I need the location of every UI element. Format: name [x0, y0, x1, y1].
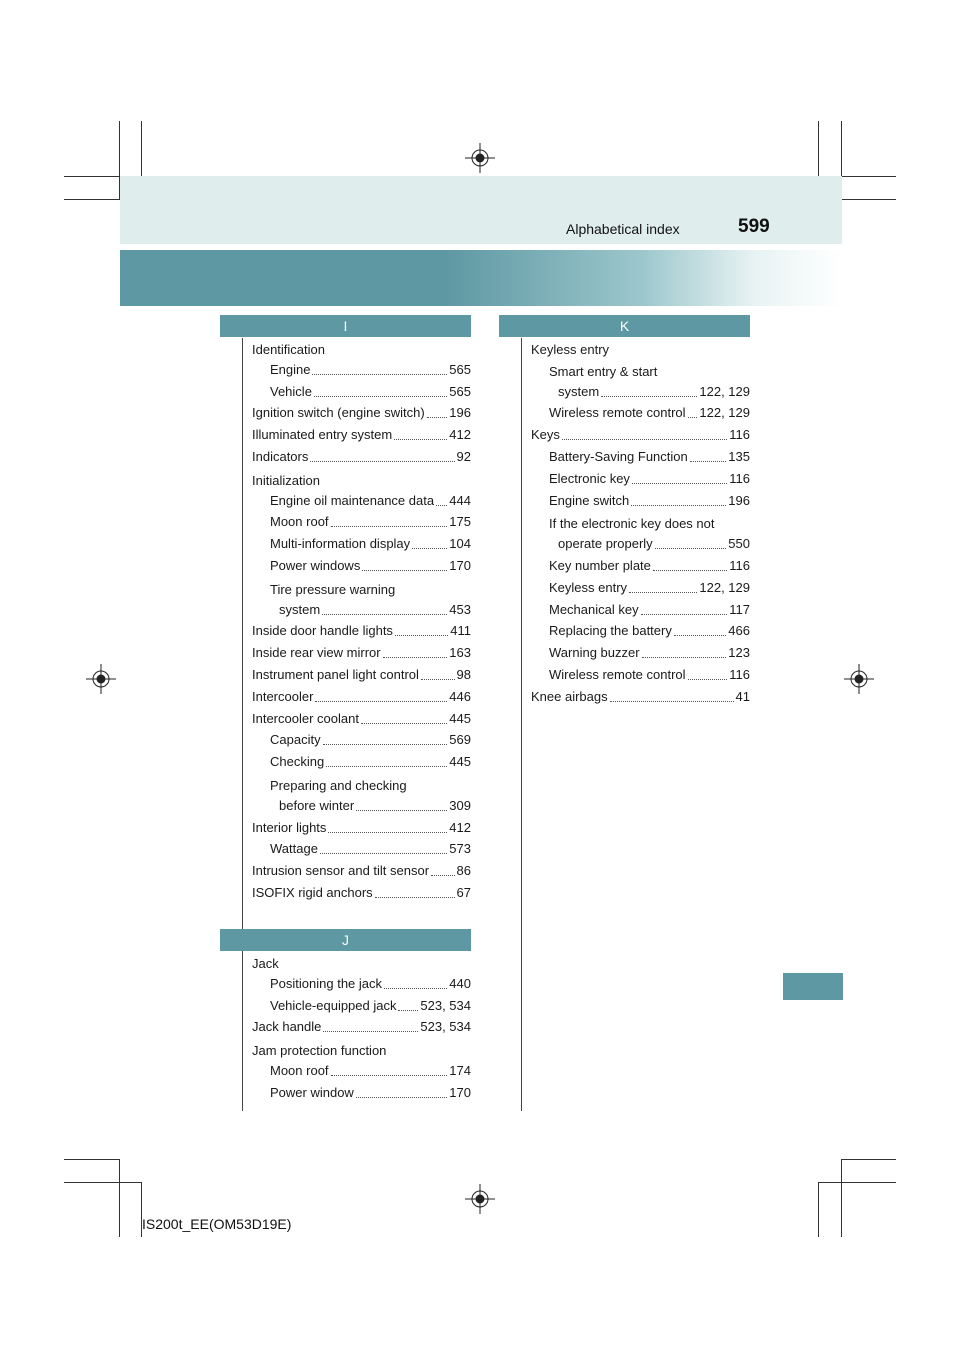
dot-leader [322, 613, 447, 615]
dot-leader [314, 395, 447, 397]
crop-mark [818, 121, 819, 177]
entry-page-ref[interactable]: 116 [729, 558, 750, 573]
entry-label: Replacing the battery [549, 623, 672, 639]
entry-page-ref[interactable]: 92 [456, 449, 471, 464]
entry-label: Power windows [270, 558, 361, 573]
entry-page-ref[interactable]: 116 [729, 470, 750, 486]
dot-leader [431, 874, 454, 876]
index-heading: Tire pressure warning [270, 581, 396, 597]
entry-label: Inside door handle lights [252, 623, 393, 639]
index-entry [549, 645, 750, 667]
index-heading: Initialization [252, 472, 320, 488]
dot-leader [421, 678, 455, 680]
entry-page-ref[interactable]: 135 [728, 449, 750, 464]
entry-page-ref[interactable]: 445 [449, 754, 471, 770]
column-rule [242, 338, 243, 1111]
header-band [120, 176, 842, 244]
entry-label: Wireless remote control [549, 405, 686, 421]
entry-label: Vehicle [270, 383, 312, 399]
entry-label: before winter [279, 797, 355, 813]
entry-page-ref[interactable]: 170 [449, 558, 471, 573]
entry-label: Moon roof [270, 1063, 329, 1078]
dot-leader [610, 700, 734, 702]
index-entry [531, 689, 750, 711]
dot-leader [375, 896, 455, 898]
entry-page-ref[interactable]: 41 [735, 688, 750, 704]
crop-mark [818, 1182, 896, 1183]
section-header-k: K [499, 315, 750, 337]
entry-label: Wattage [270, 841, 318, 857]
dot-leader [312, 373, 447, 375]
index-entry [549, 471, 750, 493]
index-entry [270, 732, 471, 754]
entry-page-ref[interactable]: 175 [449, 514, 471, 530]
index-entry [279, 798, 471, 820]
index-entry [549, 580, 750, 602]
entry-label: Illuminated entry system [252, 427, 393, 443]
entry-page-ref[interactable]: 123 [728, 645, 750, 661]
entry-page-ref[interactable]: 411 [450, 623, 471, 639]
crop-mark [841, 1159, 842, 1237]
dot-leader [562, 438, 727, 440]
entry-page-ref[interactable]: 116 [729, 427, 750, 443]
entry-page-ref[interactable]: 98 [456, 667, 471, 682]
index-entry [252, 623, 471, 645]
entry-page-ref[interactable]: 309 [449, 797, 471, 813]
entry-page-ref[interactable]: 412 [449, 819, 471, 835]
entry-label: Engine oil maintenance data [270, 492, 435, 508]
chapter-tab [783, 973, 843, 1000]
page-number: 599 [738, 216, 770, 237]
entry-page-ref[interactable]: 550 [728, 536, 750, 552]
index-entry [270, 558, 471, 580]
entry-label: operate properly [558, 536, 653, 552]
entry-label: Capacity [270, 732, 321, 748]
dot-leader [629, 591, 697, 593]
dot-leader [362, 569, 447, 571]
index-entry [252, 711, 471, 733]
index-entry [549, 449, 750, 471]
index-entry [549, 493, 750, 515]
entry-label: Interior lights [252, 819, 327, 835]
index-heading: Identification [252, 342, 325, 357]
index-entry [270, 841, 471, 863]
index-entry [549, 667, 750, 689]
dot-leader [394, 438, 447, 440]
index-entry [270, 514, 471, 536]
index-entry [252, 885, 471, 907]
entry-label: Intercooler [252, 688, 314, 704]
index-entry [549, 558, 750, 580]
index-heading: Keyless entry [531, 342, 610, 357]
entry-page-ref[interactable]: 445 [449, 710, 471, 726]
crop-mark [64, 1182, 142, 1183]
entry-page-ref[interactable]: 453 [449, 601, 471, 617]
entry-label: Power window [270, 1084, 354, 1100]
entry-page-ref[interactable]: 196 [449, 405, 471, 421]
index-heading: Preparing and checking [270, 778, 407, 793]
entry-label: Knee airbags [531, 688, 608, 704]
dot-leader [631, 504, 726, 506]
dot-leader [331, 1074, 448, 1076]
section-banner [120, 250, 842, 306]
dot-leader [323, 1030, 418, 1032]
dot-leader [655, 547, 727, 549]
index-entry [549, 623, 750, 645]
index-heading: Smart entry & start [549, 363, 658, 379]
section-header-j: J [220, 929, 471, 951]
dot-leader [674, 634, 726, 636]
column-rule [521, 338, 522, 1111]
entry-label: Moon roof [270, 514, 329, 530]
index-entry [252, 449, 471, 471]
entry-label: Keys [531, 427, 560, 443]
dot-leader [331, 525, 448, 527]
section-header-i: I [220, 315, 471, 337]
entry-page-ref[interactable]: 196 [728, 492, 750, 508]
entry-label: Warning buzzer [549, 645, 640, 661]
index-entry [270, 1085, 471, 1107]
entry-label: Battery-Saving Function [549, 449, 688, 464]
entry-page-ref[interactable]: 565 [449, 361, 471, 377]
dot-leader [361, 722, 447, 724]
dot-leader [326, 765, 447, 767]
entry-label: Positioning the jack [270, 975, 383, 991]
index-entry [531, 427, 750, 449]
index-entry [270, 493, 471, 515]
dot-leader [601, 395, 697, 397]
dot-leader [328, 831, 447, 833]
dot-leader [384, 987, 447, 989]
entry-label: Key number plate [549, 558, 651, 573]
index-entry [252, 820, 471, 842]
entry-page-ref[interactable]: 412 [449, 427, 471, 443]
index-entry [252, 689, 471, 711]
entry-label: ISOFIX rigid anchors [252, 885, 373, 900]
entry-page-ref[interactable]: 523, 534 [420, 997, 471, 1013]
crop-mark [141, 121, 142, 177]
entry-page-ref[interactable]: 122, 129 [699, 383, 750, 399]
index-entry [549, 405, 750, 427]
entry-page-ref[interactable]: 104 [449, 536, 471, 552]
entry-page-ref[interactable]: 446 [449, 688, 471, 704]
dot-leader [356, 1096, 447, 1098]
entry-page-ref[interactable]: 466 [728, 623, 750, 639]
dot-leader [310, 460, 454, 462]
entry-page-ref[interactable]: 122, 129 [699, 405, 750, 421]
entry-page-ref[interactable]: 67 [456, 885, 471, 900]
entry-page-ref[interactable]: 523, 534 [420, 1019, 471, 1035]
registration-mark-icon [844, 664, 874, 694]
index-entry [270, 1063, 471, 1085]
entry-page-ref[interactable]: 174 [449, 1063, 471, 1078]
dot-leader [653, 569, 727, 571]
index-entry [270, 998, 471, 1020]
entry-label: Mechanical key [549, 601, 639, 617]
crop-mark [64, 1159, 120, 1160]
entry-page-ref[interactable]: 569 [449, 732, 471, 748]
index-entry [252, 667, 471, 689]
index-entry [252, 1019, 471, 1041]
document-code: IS200t_EE(OM53D19E) [142, 1216, 292, 1232]
entry-label: Intercooler coolant [252, 710, 359, 726]
entry-page-ref[interactable]: 163 [449, 645, 471, 661]
index-entry [558, 384, 750, 406]
crop-mark [818, 1182, 819, 1237]
registration-mark-icon [465, 143, 495, 173]
dot-leader [356, 809, 447, 811]
index-heading: Jam protection function [252, 1043, 387, 1059]
index-entry [252, 405, 471, 427]
index-entry [252, 427, 471, 449]
entry-label: Instrument panel light control [252, 667, 419, 682]
crop-mark [841, 199, 896, 200]
index-entry [270, 536, 471, 558]
dot-leader [383, 656, 448, 658]
page-title: Alphabetical index [566, 221, 680, 237]
dot-leader [412, 547, 447, 549]
dot-leader [642, 656, 727, 658]
dot-leader [315, 700, 447, 702]
registration-mark-icon [86, 664, 116, 694]
crop-mark [841, 1159, 896, 1160]
entry-page-ref[interactable]: 117 [729, 601, 750, 617]
dot-leader [320, 852, 447, 854]
entry-label: system [558, 383, 600, 399]
dot-leader [436, 504, 447, 506]
index-entry [270, 362, 471, 384]
entry-label: system [279, 601, 321, 617]
index-heading: Jack [252, 956, 279, 971]
entry-label: Electronic key [549, 470, 630, 486]
entry-label: Indicators [252, 449, 309, 464]
crop-mark [64, 199, 120, 200]
registration-mark-icon [465, 1184, 495, 1214]
crop-mark [119, 1159, 120, 1237]
entry-label: Jack handle [252, 1019, 322, 1035]
entry-label: Engine switch [549, 492, 630, 508]
entry-label: Multi-information display [270, 536, 411, 552]
entry-page-ref[interactable]: 170 [449, 1084, 471, 1100]
entry-page-ref[interactable]: 444 [449, 492, 471, 508]
dot-leader [323, 743, 448, 745]
entry-page-ref[interactable]: 116 [729, 667, 750, 682]
index-entry [279, 602, 471, 624]
entry-label: Vehicle-equipped jack [270, 997, 397, 1013]
dot-leader [398, 1009, 418, 1011]
entry-page-ref[interactable]: 573 [449, 841, 471, 857]
index-heading: If the electronic key does not [549, 516, 715, 532]
dot-leader [690, 460, 727, 462]
index-entry [252, 863, 471, 885]
dot-leader [395, 634, 448, 636]
dot-leader [632, 482, 727, 484]
entry-page-ref[interactable]: 565 [449, 383, 471, 399]
entry-label: Engine [270, 361, 311, 377]
dot-leader [688, 416, 698, 418]
index-entry [270, 754, 471, 776]
entry-page-ref[interactable]: 440 [449, 975, 471, 991]
entry-label: Checking [270, 754, 325, 770]
entry-label: Ignition switch (engine switch) [252, 405, 425, 421]
entry-label: Intrusion sensor and tilt sensor [252, 863, 430, 879]
entry-label: Wireless remote control [549, 667, 686, 682]
entry-label: Keyless entry [549, 579, 628, 595]
index-entry [270, 384, 471, 406]
index-entry [549, 602, 750, 624]
dot-leader [427, 416, 448, 418]
entry-page-ref[interactable]: 86 [456, 863, 471, 879]
entry-label: Inside rear view mirror [252, 645, 381, 661]
index-entry [270, 976, 471, 998]
dot-leader [641, 613, 728, 615]
entry-page-ref[interactable]: 122, 129 [699, 579, 750, 595]
index-entry [558, 536, 750, 558]
dot-leader [688, 678, 728, 680]
index-entry [252, 645, 471, 667]
